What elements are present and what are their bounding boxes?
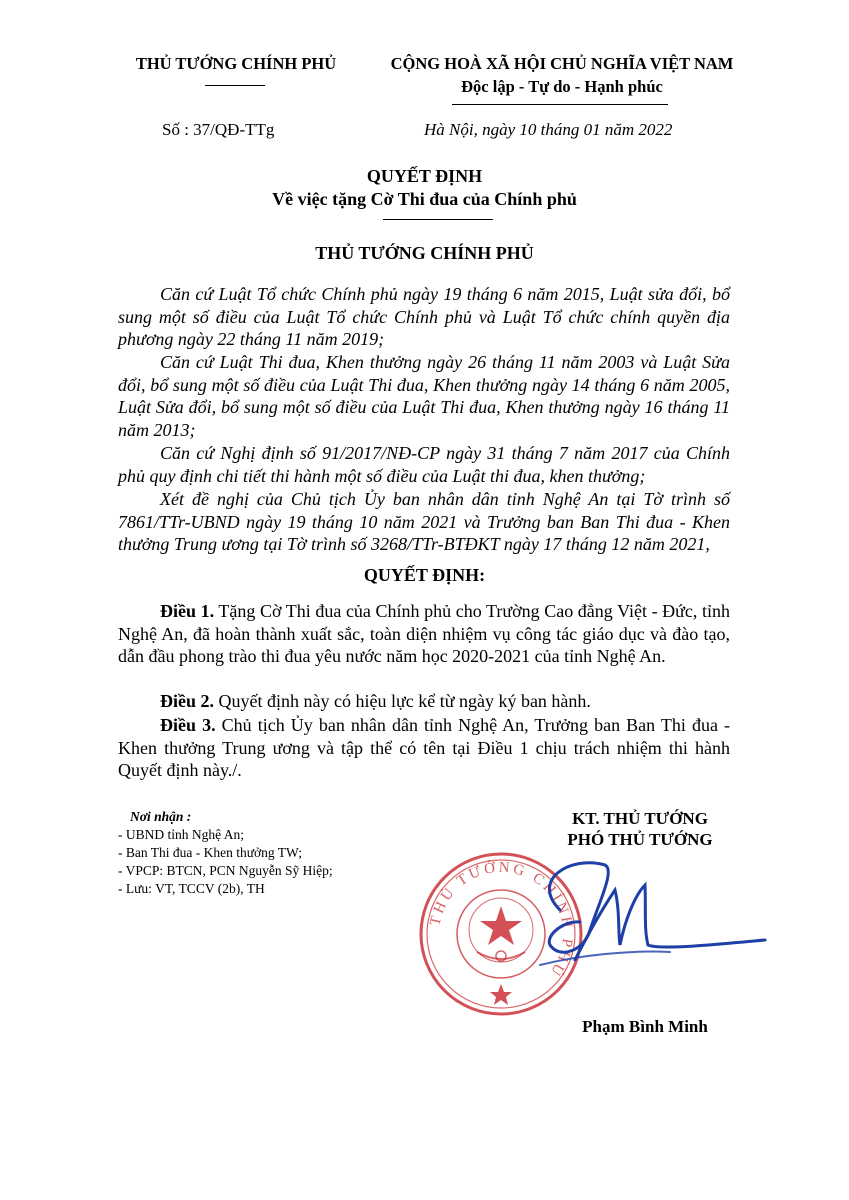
article-text: Chủ tịch Ủy ban nhân dân tỉnh Nghệ An, Trưởng ban Ban Thi đua - Khen thưởng Trung ương và tập thể có tên tại Điều 1 chịu trách nhiệm thi hành Quyết định này./. <box>118 715 731 780</box>
recipient-item: - Lưu: VT, TCCV (2b), TH <box>118 881 265 896</box>
nation-name: CỘNG HOÀ XÃ HỘI CHỦ NGHĨA VIỆT NAM <box>390 54 734 73</box>
subject-underline <box>383 219 493 220</box>
document-title: QUYẾT ĐỊNH <box>366 166 483 186</box>
recipients-title: Nơi nhận : <box>130 809 192 824</box>
recipient-item: - Ban Thi đua - Khen thưởng TW; <box>118 845 303 860</box>
preamble-paragraph: Căn cứ Nghị định số 91/2017/NĐ-CP ngày 31 tháng 7 năm 2017 của Chính phủ quy định chi tiết thi hành một số điều của Luật thi đua, khen thưởng; <box>118 443 730 486</box>
motto-underline <box>452 104 668 105</box>
recipient-item: - UBND tỉnh Nghệ An; <box>118 827 244 842</box>
motto: Độc lập - Tự do - Hạnh phúc <box>461 77 663 96</box>
article-1 <box>118 600 730 668</box>
article-text: Tặng Cờ Thi đua của Chính phủ cho Trường Cao đẳng Việt - Đức, tỉnh Nghệ An, đã hoàn thành xuất sắc, toàn diện nhiệm vụ công tác giáo dục và đào tạo, dẫn đầu phong trào thi đua yêu nước năm học 2020-2021 của tỉnh Nghệ An. <box>118 601 731 666</box>
signer-name: Phạm Bình Minh <box>582 1017 708 1036</box>
document-subject: Về việc tặng Cờ Thi đua của Chính phủ <box>272 189 577 209</box>
svg-text:THỦ TƯỚNG CHÍNH PHỦ: THỦ TƯỚNG CHÍNH PHỦ <box>427 859 576 981</box>
place-date: Hà Nội, ngày 10 tháng 01 năm 2022 <box>424 120 673 139</box>
signature-title-2: PHÓ THỦ TƯỚNG <box>567 830 713 849</box>
article-label: Điều 2. <box>160 691 214 711</box>
article-2 <box>118 690 730 713</box>
signature-title-1: KT. THỦ TƯỚNG <box>572 809 708 828</box>
article-text: Quyết định này có hiệu lực kể từ ngày ký ban hành. <box>214 691 591 711</box>
preamble-paragraph: Căn cứ Luật Tổ chức Chính phủ ngày 19 tháng 6 năm 2015, Luật sửa đổi, bổ sung một số điều của Luật Tổ chức Chính phủ và Luật Tổ chức chính quyền địa phương ngày 22 tháng 11 năm 2019; <box>118 284 730 349</box>
agency-underline <box>205 85 265 86</box>
preamble-paragraph: Xét đề nghị của Chủ tịch Ủy ban nhân dân tỉnh Nghệ An tại Tờ trình số 7861/TTr-UBND ngày 19 tháng 10 năm 2021 và Trưởng ban Ban Thi đua - Khen thưởng Trung ương tại Tờ trình số 3268/TTr-BTĐKT ngày 17 tháng 12 năm 2021, <box>118 489 730 554</box>
article-3 <box>118 714 730 782</box>
agency-name: THỦ TƯỚNG CHÍNH PHỦ <box>135 54 337 73</box>
issuing-authority: THỦ TƯỚNG CHÍNH PHỦ <box>315 243 534 263</box>
article-label: Điều 3. <box>160 715 216 735</box>
article-label: Điều 1. <box>160 601 215 621</box>
document-number: Số : 37/QĐ-TTg <box>162 120 275 139</box>
recipient-item: - VPCP: BTCN, PCN Nguyễn Sỹ Hiệp; <box>118 863 333 878</box>
decision-heading: QUYẾT ĐỊNH: <box>363 565 486 585</box>
handwritten-signature <box>520 850 770 980</box>
preamble-paragraph: Căn cứ Luật Thi đua, Khen thưởng ngày 26 tháng 11 năm 2003 và Luật Sửa đổi, bổ sung một số điều của Luật Thi đua, Khen thưởng ngày 14 tháng 6 năm 2005, Luật Sửa đổi, bổ sung một số điều của Luật Thi đua, Khen thưởng ngày 16 tháng 11 năm 2013; <box>118 352 730 440</box>
